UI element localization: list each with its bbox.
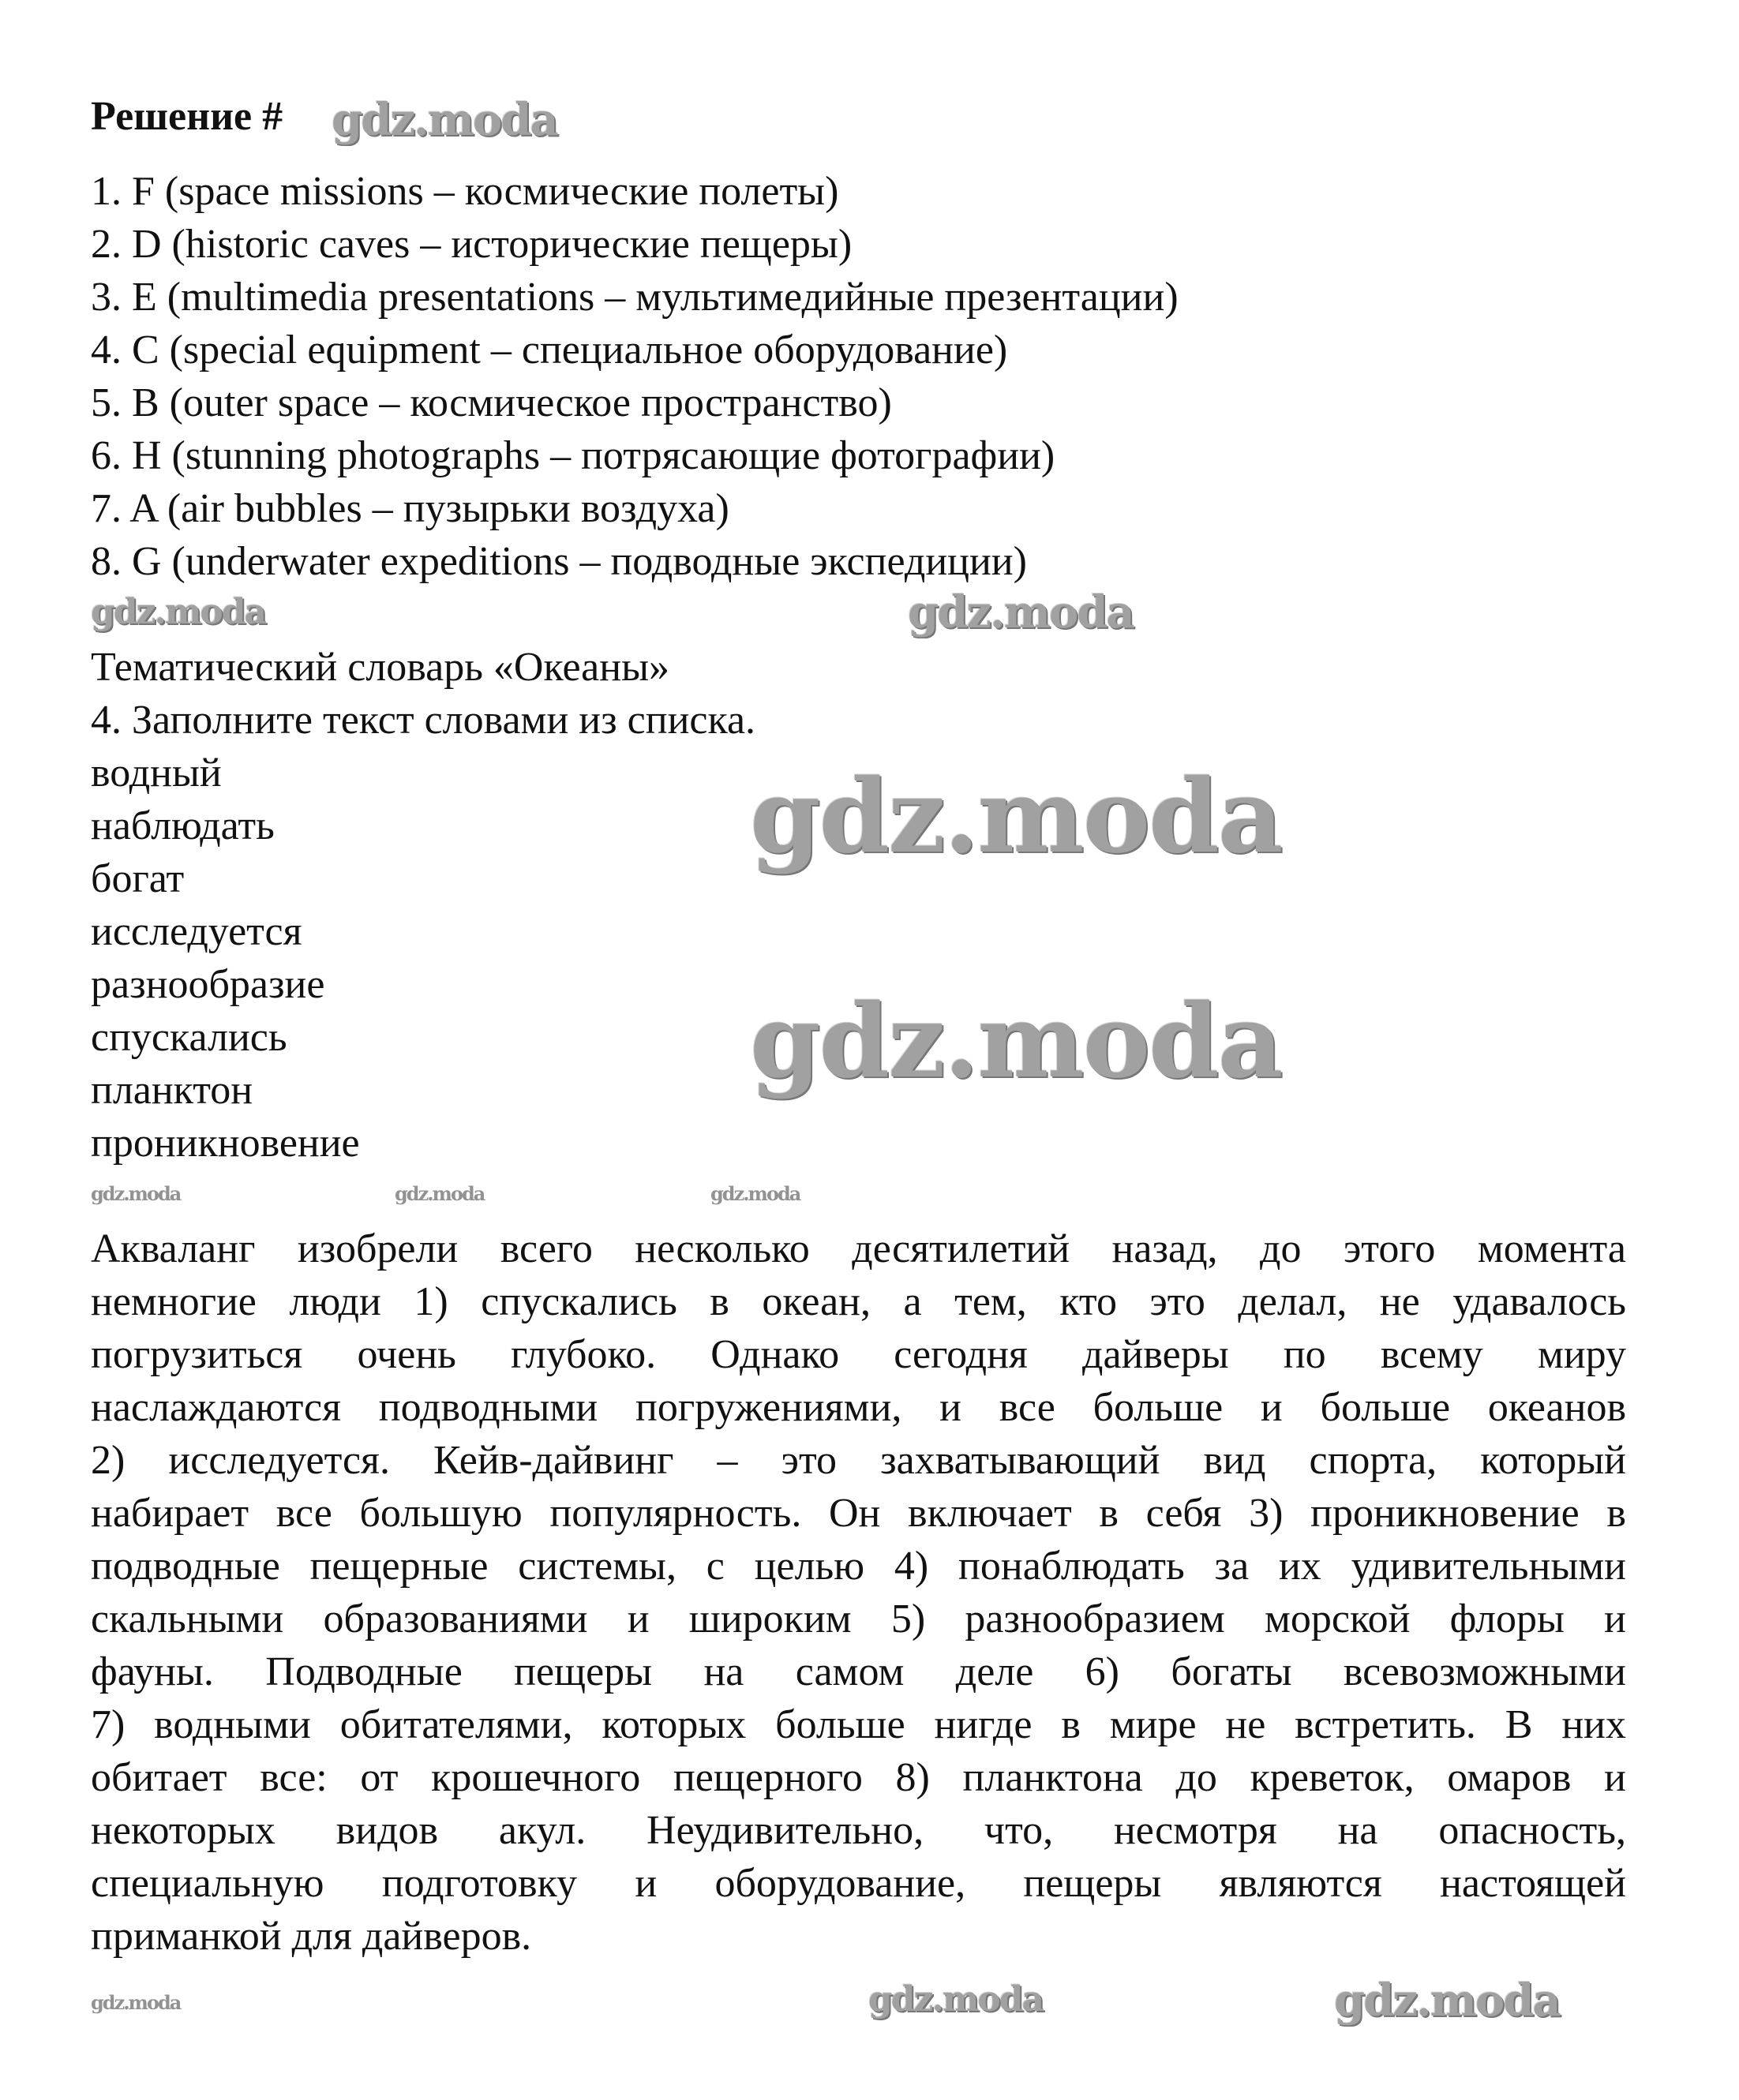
answer-item: 3. E (multimedia presentations – мультимедийные презентации) (91, 275, 1179, 320)
answers-list (91, 165, 1626, 588)
watermark: gdz.moda (91, 1991, 181, 2014)
paragraph-line: подводные пещерные системы, с целью 4) понаблюдать за их удивительными (91, 1544, 1626, 1589)
paragraph-line: скальными образованиями и широким 5) разнообразием морской флоры и (91, 1597, 1626, 1641)
paragraph-line: Акваланг изобрели всего несколько десятилетий назад, до этого момента (91, 1226, 1626, 1271)
paragraph-line: 2) исследуется. Кейв-дайвинг – это захватывающий вид спорта, который (91, 1438, 1626, 1483)
solution-heading: Решение # (91, 94, 283, 139)
word-item: проникновение (91, 1121, 360, 1166)
watermark: gdz.moda (710, 1182, 800, 1205)
word-item: исследуется (91, 909, 302, 954)
paragraph-line: наслаждаются подводными погружениями, и все больше и больше океанов (91, 1385, 1626, 1430)
paragraph-line: фауны. Подводные пещеры на самом деле 6) богаты всевозможными (91, 1649, 1626, 1694)
watermark: gdz.moda (91, 1182, 181, 1205)
watermark: gdz.moda (750, 983, 1282, 1101)
answer-item: 1. F (space missions – космические полеты) (91, 169, 839, 214)
answer-item: 2. D (historic caves – исторические пещеры) (91, 222, 853, 267)
watermark: gdz.moda (332, 94, 557, 146)
paragraph-line: обитает все: от крошечного пещерного 8) планктона до креветок, омаров и (91, 1755, 1626, 1800)
section-title: Тематический словарь «Океаны» (91, 645, 670, 690)
watermark: gdz.moda (91, 592, 266, 632)
word-item: спускались (91, 1015, 287, 1060)
spacer (91, 1170, 1626, 1222)
answer-item: 5. B (outer space – космическое пространство) (91, 380, 892, 425)
paragraph-line: набирает все большую популярность. Он включает в себя 3) проникновение в (91, 1491, 1626, 1536)
paragraph-line: 7) водными обитателями, которых больше нигде в мире не встретить. В них (91, 1702, 1626, 1747)
answer-item: 4. C (special equipment – специальное оборудование) (91, 328, 1008, 372)
paragraph-line: немногие люди 1) спускались в океан, а тем, кто это делал, не удавалось (91, 1279, 1626, 1324)
word-item: наблюдать (91, 803, 275, 848)
watermark: gdz.moda (908, 586, 1134, 638)
watermark: gdz.moda (395, 1182, 485, 1205)
word-item: богат (91, 856, 185, 901)
answer-item: 6. H (stunning photographs – потрясающие фотографии) (91, 433, 1055, 478)
answer-item: 7. A (air bubbles – пузырьки воздуха) (91, 486, 729, 531)
task-title: 4. Заполните текст словами из списка. (91, 698, 756, 743)
word-item: разнообразие (91, 962, 325, 1007)
paragraph-line: приманкой для дайверов. (91, 1914, 532, 1959)
spacer (91, 588, 1626, 641)
word-item: планктон (91, 1068, 253, 1113)
watermark: gdz.moda (1334, 1975, 1560, 2027)
word-item: водный (91, 751, 222, 795)
paragraph-line: некоторых видов акул. Неудивительно, что, несмотря на опасность, (91, 1808, 1626, 1853)
watermark: gdz.moda (750, 758, 1282, 876)
paragraph-line: специальную подготовку и оборудование, пещеры являются настоящей (91, 1861, 1626, 1906)
paragraph-line: погрузиться очень глубоко. Однако сегодня дайверы по всему миру (91, 1332, 1626, 1377)
answer-item: 8. G (underwater expeditions – подводные экспедиции) (91, 539, 1027, 584)
watermark: gdz.moda (868, 1979, 1044, 2020)
filled-paragraph (91, 1222, 1626, 1963)
